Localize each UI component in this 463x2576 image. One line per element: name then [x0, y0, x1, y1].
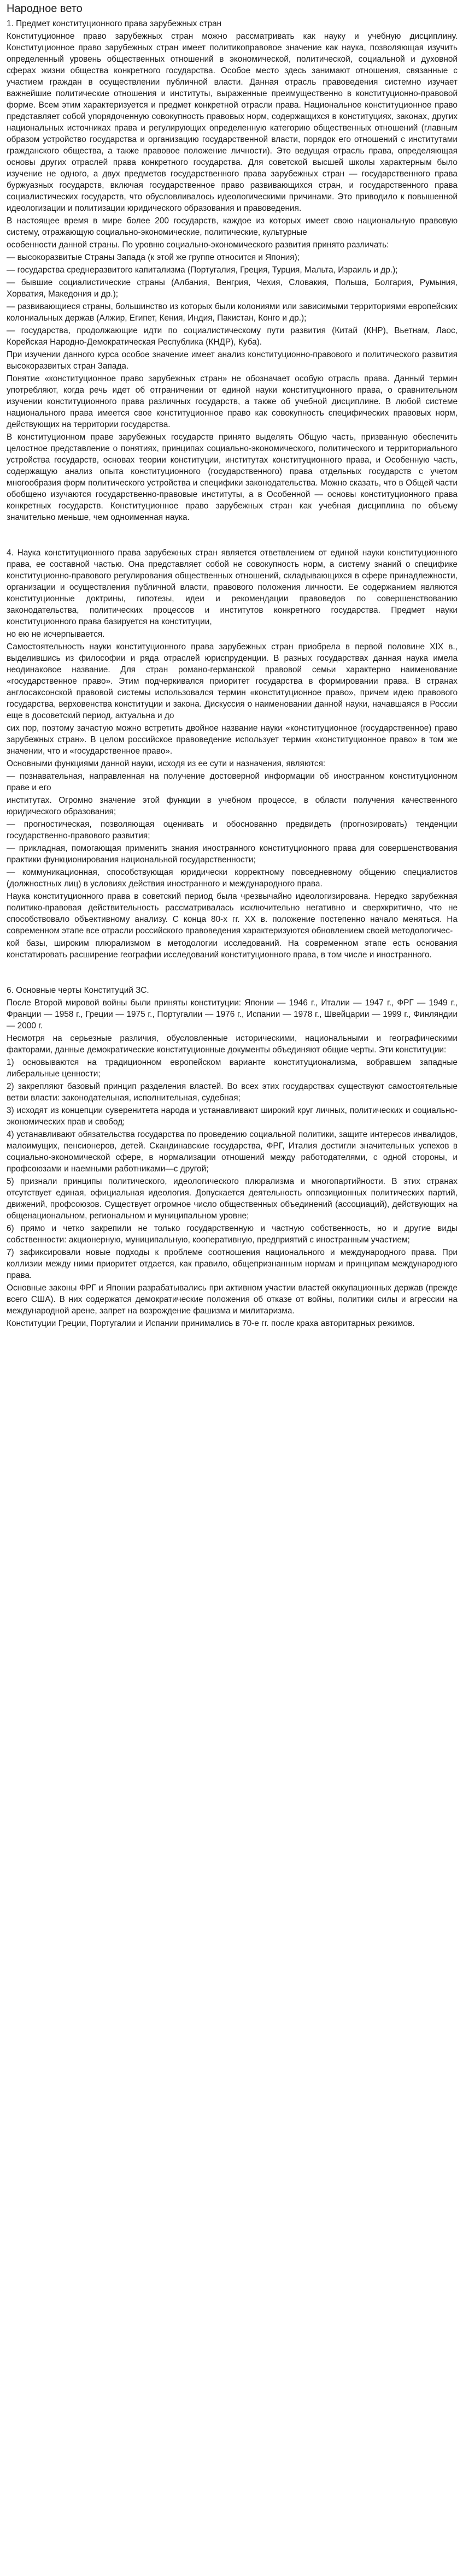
section-heading: 4. Наука конституционного права зарубежных стран является ответвлением от единой науки конституционного права, ее составной частью. Она представляет собой не совокупность норм, а систему знаний о специфике конституционно-правового регулирования общественных отношений, складывающихся в сфере принадлежности, организации и осуществления публичной власти, правового положения личности. Ее содержанием являются конституционные доктрины, гипотезы, идеи и рекомендации правоведов по совершенствованию законодательства, политических процессов и институтов конкретного государства. Предмет науки конституционного права базируется на конституции, [7, 548, 458, 626]
list-item: — высокоразвитые Страны Запада (к этой же группе относится и Япония); [7, 253, 300, 262]
paragraph: но ею не исчерпывается. [7, 630, 105, 639]
paragraph: институтах. Огромно значение этой функции в учебном процессе, в области получения качественного юридического образования; [7, 796, 458, 816]
list-item: — государства среднеразвитого капитализма (Португалия, Греция, Турция, Мальта, Израиль и др.); [7, 265, 398, 275]
list-item: — коммуникационная, способствующая юридически корректному повседневному общению специалистов (должностных лиц) в условиях действия иностранного и международного права. [7, 868, 458, 889]
list-item: — бывшие социалистические страны (Албания, Венгрия, Чехия, Словакия, Польша, Болгария, Румыния, Хорватия, Македония и др.); [7, 278, 458, 299]
list-item: 2) закрепляют базовый принцип разделения властей. Во всех этих государствах существуют самостоятельные ветви власти: законодательная, исполнительная, судебная; [7, 1082, 458, 1103]
section-6 [7, 985, 458, 1329]
list-item: 4) устанавливают обязательства государства по проведению социальной политики, защите интересов инвалидов, малоимущих, пенсионеров, детей. Скандинавские государства, ФРГ, Италия достигли значительных успехов в социально-экономической сфере, в нормализации отношений между работодателями, с одной стороны, и профсоюзами и наемными работниками—с другой; [7, 1130, 458, 1174]
paragraph: Самостоятельность науки конституционного права зарубежных стран приобрела в первой половине XIX в., выделившись из философии и ряда отраслей юриспруденции. В разных государствах данная наука имела неодинаковое название. Для стран романо-германской правовой семьи характерно наименование «государственное право». Этим подчеркивался приоритет государства в формировании права. В странах англосаксонской правовой системы использовался термин «конституционное право», причем идею правового государства, верховенства конституции и закона. Дискуссия о наименовании данной науки, начавшаяся в России еще в досоветский период, актуальна и до [7, 642, 458, 720]
paragraph: После Второй мировой войны были приняты конституции: Японии — 1946 г., Италии — 1947 г., ФРГ — 1949 г., Франции — 1958 г., Греции — 1975 г., Португалии — 1976 г., Испании — 1978 г., Швейцарии — 1999 г., Финляндии — 2000 г. [7, 998, 458, 1031]
list-item: — государства, продолжающие идти по социалистическому пути развития (Китай (КНР), Вьетнам, Лаос, Корейская Народно-Демократическая Республика (КНДР), Куба). [7, 326, 458, 347]
paragraph: Наука конституционного права в советский период была чрезвычайно идеологизирована. Нередко зарубежная политико-правовая действительность рассматривалась исключительно негативно и сверхкритично, что не способствовало объективному анализу. С конца 80-х гг. XX в. положение постепенно начало меняться. На современном этапе все отрасли российского правоведения характеризуются обновлением своей методологичес- [7, 892, 458, 935]
list-item: 3) исходят из концепции суверенитета народа и устанавливают широкий круг личных, политических и социально-экономических прав и свобод; [7, 1106, 458, 1127]
section-4 [7, 547, 458, 961]
paragraph: Основными функциями данной науки, исходя из ее сути и назначения, являются: [7, 759, 326, 768]
list-item: 1) основываются на традиционном европейском варианте конституционализма, вобравшем западные либеральные ценности; [7, 1058, 458, 1079]
section-heading: 6. Основные черты Конституций ЗС. [7, 986, 149, 995]
list-item: — прогностическая, позволяющая оценивать и обоснованно предвидеть (прогнозировать) тенденции государственно-правового развития; [7, 820, 458, 840]
paragraph: кой базы, широким плюрализмом в методологии исследований. На современном этапе есть основания констатировать расширение географии исследований конституционного права, в том числе и иностранного. [7, 939, 458, 960]
paragraph: При изучении данного курса особое значение имеет анализ конституционно-правового и политического развития высокоразвитых стран Запада. [7, 350, 458, 371]
section-1 [7, 18, 458, 523]
list-item: — прикладная, помогающая применить знания иностранного конституционного права для совершенствования практики функционирования национальной государственности; [7, 844, 458, 864]
section-spacer [7, 524, 458, 547]
section-spacer [7, 962, 458, 985]
list-item: — познавательная, направленная на получение достоверной информации об иностранном конституционном праве и его [7, 772, 458, 792]
paragraph: сих пор, поэтому зачастую можно встретить двойное название науки «конституционное (государственное) право зарубежных стран». В целом российское правоведение использует термин «конституционное право» в том же значении, что и «государственное право». [7, 724, 458, 756]
paragraph: Понятие «конституционное право зарубежных стран» не обозначает особую отрасль права. Данный термин употребляют, когда речь идет об отграничении от единой науки конституционного права, о сравнительном изучении конституционного права различных государств, а также об учебной дисциплине. В любой системе национального права имеется свое конституционное право как совокупность специфических правовых норм, действующих на территории государства. [7, 374, 458, 429]
paragraph: Основные законы ФРГ и Японии разрабатывались при активном участии властей оккупационных держав (прежде всего США). В них содержатся демократические положения об отказе от войны, политики силы и агрессии на международной арене, запрет на возрождение фашизма и милитаризма. [7, 1283, 458, 1316]
list-item: 6) прямо и четко закрепили не только государственную и частную собственность, но и другие виды собственности: акционерную, муниципальную, кооперативную, предприятий с иностранным участием; [7, 1224, 458, 1245]
section-heading: 1. Предмет конституционного права зарубежных стран [7, 19, 222, 28]
list-item: 7) зафиксировали новые подходы к проблеме соотношения национального и международного права. При коллизии между ними приоритет отдается, как правило, общепризнанным нормам и принципам международного права. [7, 1248, 458, 1280]
list-item: 5) признали принципы политического, идеологического плюрализма и многопартийности. В этих странах отсутствует единая, официальная идеология. Допускается деятельность оппозиционных политических партий, движений, профсоюзов. Существует огромное число общественных объединений (ассоциаций), действующих на общенациональном, региональном и муниципальном уровне; [7, 1177, 458, 1221]
paragraph: особенности данной страны. По уровню социально-экономического развития принято различать: [7, 240, 389, 250]
paragraph: В конституционном праве зарубежных государств принято выделять Общую часть, призванную обеспечить целостное представление о понятиях, принципах социально-экономического, политического и территориального устройства государств, основах теории конституции, институтах конституционного права, и Особенную часть, содержащую анализ опыта конституционного (государственного) права отдельных государств с учетом многообразия форм политического устройства и специфики законодательства. Можно сказать, что в Общей части обобщено изучаются государственно-правовые институты, а в Особенной — основы конституционного права конкретных государств. Конституционное право зарубежных стран как учебная дисциплина по объему значительно меньше, чем одноименная наука. [7, 433, 458, 522]
paragraph: Несмотря на серьезные различия, обусловленные историческими, национальными и географическими факторами, данные демократические конституционные документы объединяют общие черты. Эти конституции: [7, 1034, 458, 1055]
paragraph: В настоящее время в мире более 200 государств, каждое из которых имеет свою национальную правовую систему, отражающую социально-экономические, политические, культурные [7, 216, 458, 237]
paragraph: Конституции Греции, Португалии и Испании принимались в 70-е гг. после краха авторитарных режимов. [7, 1319, 415, 1328]
page-title: Народное вето [7, 3, 83, 15]
list-item: — развивающиеся страны, большинство из которых были колониями или зависимыми территориями европейских колониальных держав (Алжир, Египет, Кения, Индия, Пакистан, Конго и др.); [7, 302, 458, 323]
paragraph: Конституционное право зарубежных стран можно рассматривать как науку и учебную дисциплину. Конституционное право зарубежных стран имеет политикоправовое значение как наука, позволяющая изучить определенный уровень общественных отношений в экономической, политической, социальной и духовной сферах жизни общества конкретного государства. Особое место здесь занимают отношения, связанные с участием граждан в осуществлении публичной власти. Данная отрасль правоведения системно изучает важнейшие политические отношения и институты, выраженные преимущественно в конституционно-правовой форме. Всем этим характеризуется и предмет конкретной отрасли права. Национальное конституционное право представляет собой упорядоченную совокупность правовых норм, содержащихся в конституциях, законах, других национальных источниках права и регулирующих определенную категорию общественных отношений (главным образом устройство государства и организацию государственной власти, порядок его отношений с институтами гражданского общества, а также правовое положение личности). Это ведущая отрасль права, определяющая основы других отраслей права конкретного государства. Для советской высшей школы характерным было изучение не одного, а двух предметов государственного права зарубежных стран — государственного права буржуазных государств, включая государственное право развивающихся стран, и государственного права социалистических государств, что обусловливалось идеологическими причинами. Это приводило к повышенной идеологизации и политизации юридического образования и правоведения. [7, 32, 458, 213]
